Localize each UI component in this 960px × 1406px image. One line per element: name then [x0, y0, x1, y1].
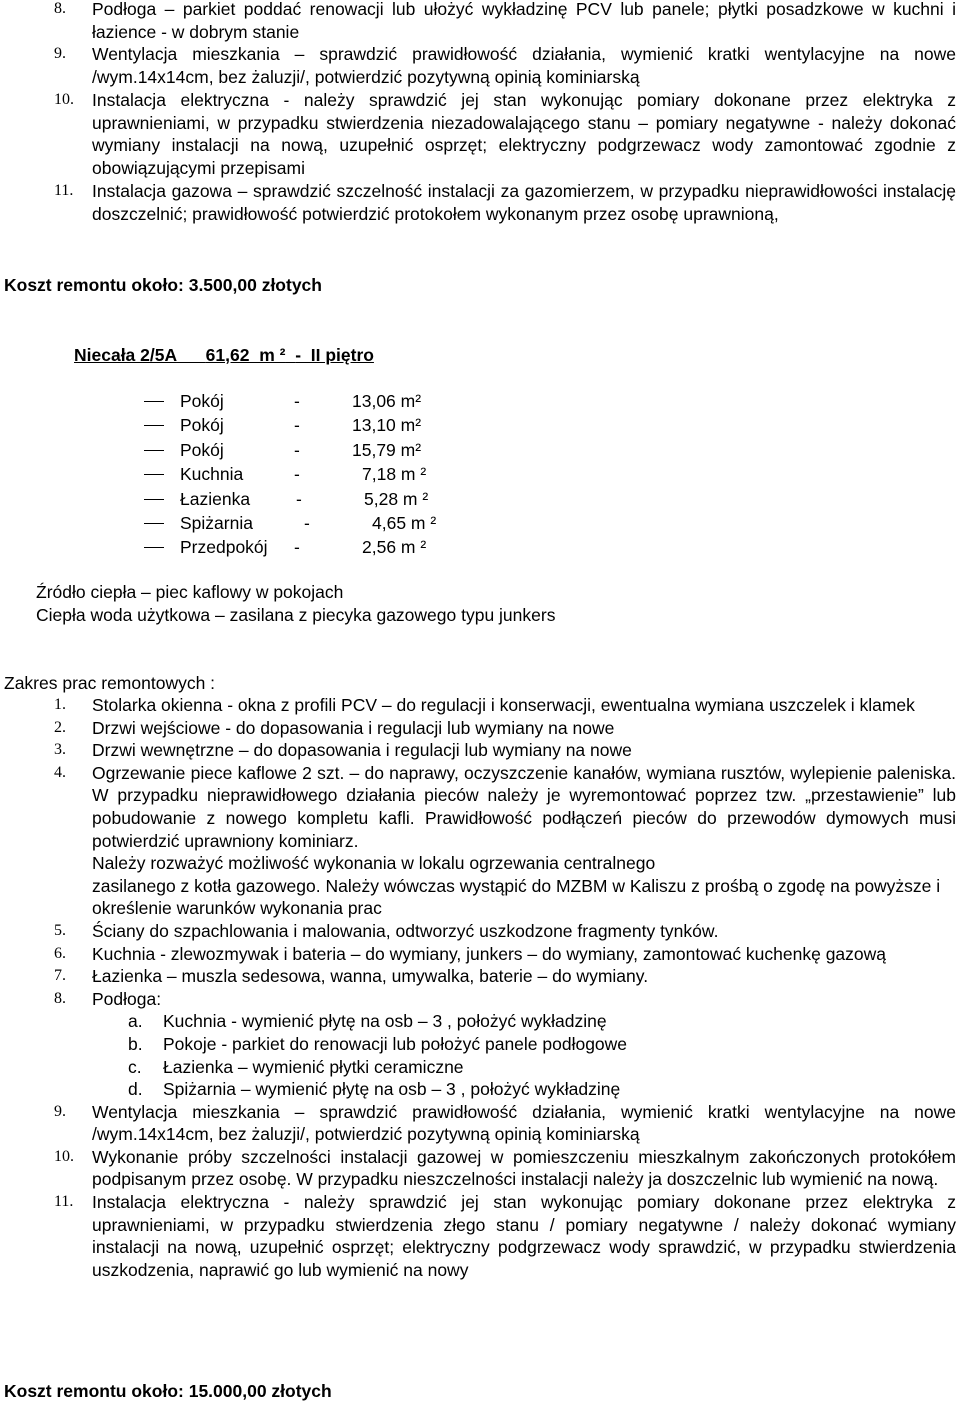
item-text: Wentylacja mieszkania – sprawdzić prawidłowość działania, wymienić kratki wentylacyjne na nowe /wym.14x14cm, bez żaluzji/, potwierdzić pozytywną opinią kominiarską: [92, 1101, 956, 1145]
item-text: Ściany do szpachlowania i malowania, odtworzyć uszkodzone fragmenty tynków.: [92, 920, 719, 941]
sub-item-letter: b.: [128, 1033, 143, 1054]
list-item: [0, 717, 960, 740]
sub-item: [92, 1078, 956, 1101]
item-text: Wentylacja mieszkania – sprawdzić prawidłowość działania, wymienić kratki wentylacyjne na nowe /wym.14x14cm, bez żaluzji/, potwierdzić pozytywną opinią kominiarską: [92, 44, 956, 87]
apartment-area: 61,62 m ²: [205, 345, 286, 365]
list-item: [0, 43, 960, 89]
room-separator: -: [294, 439, 300, 460]
item-text: Kuchnia - zlewozmywak i bateria – do wymiany, junkers – do wymiany, zamontować kuchenkę gazową: [92, 943, 887, 964]
room-name: Pokój: [180, 391, 224, 411]
item-text-continued: Należy rozważyć możliwość wykonania w lokalu ogrzewania centralnego: [92, 853, 656, 874]
room-row: [144, 535, 564, 559]
item-number: 7.: [54, 967, 66, 985]
room-area: 7,18 m ²: [362, 464, 427, 485]
dash-bullet: [144, 547, 164, 548]
room-row: [144, 438, 564, 462]
room-name: Pokój: [180, 439, 224, 460]
room-separator: -: [296, 488, 302, 509]
item-text: Podłoga:: [92, 988, 162, 1009]
room-name: Przedpokój: [180, 537, 268, 558]
dash-bullet: [144, 425, 164, 426]
item-number: 3.: [54, 741, 66, 759]
scope-list: [0, 694, 960, 1281]
list-item: [0, 739, 960, 762]
sub-item-text: Kuchnia - wymienić płytę na osb – 3 , położyć wykładzinę: [163, 1011, 607, 1032]
item-text-continued: zasilanego z kotła gazowego. Należy wówczas wystąpić do MZBM w Kaliszu z prośbą o zgodę na powyższe i określenie warunków wykonania prac: [92, 875, 941, 919]
room-separator: -: [294, 464, 300, 485]
sub-item-letter: c.: [128, 1056, 142, 1077]
list-item: [0, 694, 960, 717]
room-row: [144, 511, 564, 535]
item-text: Instalacja elektryczna - należy sprawdzić jej stan wykonując pomiary dokonane przez elektryka z uprawnieniami, w przypadku stwierdzenia niezadowalającego stanu – pomiary negatywne - należy dokonać wymiany instalacji na nową, uzupełnić osprzęt; elektryczny podgrzewacz wody zamontować zgodnie z obowiązującymi przepisami: [92, 90, 956, 178]
item-number: 9.: [54, 45, 66, 62]
sub-item: [92, 1056, 956, 1079]
list-item: [0, 1146, 960, 1191]
room-row: [144, 487, 564, 511]
room-name: Kuchnia: [180, 464, 244, 485]
item-text: Instalacja elektryczna - należy sprawdzić jej stan wykonując pomiary dokonane przez elektryka z uprawnieniami, w przypadku stwierdzenia złego stanu / pomiary negatywne / należy dokonać wymiany instalacji na nową, uzupełnić osprzęt; elektryczny podgrzewacz wody sprawdzić, w przypadku stwierdzenia uszkodzenia, naprawić go lub wymienić na nowy: [92, 1192, 956, 1280]
hot-water: Ciepła woda użytkowa – zasilana z piecyka gazowego typu junkers: [36, 605, 556, 625]
sub-item-text: Pokoje - parkiet do renowacji lub położyć panele podłogowe: [163, 1033, 628, 1054]
item-number: 8.: [54, 0, 66, 17]
list-item: [0, 1101, 960, 1146]
dash-bullet: [144, 523, 164, 524]
room-name: Pokój: [180, 415, 224, 436]
list-item: [0, 89, 960, 180]
item-text: Wykonanie próby szczelności instalacji gazowej w pomieszczeniu mieszkalnym zakończonych protokółem podpisanym przez osobę. W przypadku nieszczelności instalacji należy ja doszczelnic lub wymienić na nową.: [92, 1146, 956, 1190]
room-name: Łazienka: [180, 488, 251, 509]
sub-item-letter: a.: [128, 1011, 143, 1032]
list-item: [0, 965, 960, 988]
list-item: [0, 1191, 960, 1281]
apartment-address: Niecała 2/5A: [74, 345, 177, 365]
list-item: [0, 0, 960, 43]
list-item: [0, 180, 960, 225]
item-text: Instalacja gazowa – sprawdzić szczelność instalacji za gazomierzem, w przypadku nieprawidłowości instalację doszczelnić; prawidłowość potwierdzić protokołem wykonanym przez osobę uprawnioną,: [92, 181, 956, 224]
room-separator: -: [304, 512, 310, 533]
list-item: [0, 988, 960, 1101]
item-text: Łazienka – muszla sedesowa, wanna, umywalka, baterie – do wymiany.: [92, 966, 649, 987]
item-number: 2.: [54, 718, 66, 736]
room-area: 2,56 m ²: [362, 537, 427, 558]
cost-summary-2: Koszt remontu około: 15.000,00 złotych: [4, 1381, 332, 1401]
item-number: 11.: [54, 182, 74, 199]
heat-source: Źródło ciepła – piec kaflowy w pokojach: [36, 582, 344, 602]
cost-summary-1: Koszt remontu około: 3.500,00 złotych: [4, 275, 322, 295]
dash-bullet: [144, 450, 164, 451]
room-area: 4,65 m ²: [372, 512, 437, 533]
room-name: Spiżarnia: [180, 512, 253, 533]
dash-bullet: [144, 474, 164, 475]
list-item: [0, 920, 960, 943]
list-item: [0, 762, 960, 920]
item-number: 10.: [54, 91, 74, 108]
dash-bullet: [144, 499, 164, 500]
item-number: 4.: [54, 763, 66, 781]
room-row: [144, 389, 564, 413]
list-item: [0, 943, 960, 966]
sub-item: [92, 1033, 956, 1056]
item-number: 10.: [54, 1147, 74, 1165]
item-number: 8.: [54, 989, 66, 1007]
item-text: Drzwi wejściowe - do dopasowania i regulacji lub wymiany na nowe: [92, 717, 615, 738]
item-text: Stolarka okienna - okna z profili PCV – do regulacji i konserwacji, ewentualna wymiana uszczelek i klamek: [92, 695, 915, 715]
dash-bullet: [144, 401, 164, 402]
room-separator: -: [294, 415, 300, 436]
item-number: 6.: [54, 944, 66, 962]
item-text: Drzwi wewnętrzne – do dopasowania i regulacji lub wymiany na nowe: [92, 740, 632, 761]
room-row: [144, 413, 564, 437]
top-list: [0, 0, 960, 225]
room-list: [144, 389, 564, 560]
room-separator: -: [294, 391, 300, 411]
sub-item-text: Spiżarnia – wymienić płytę na osb – 3 , położyć wykładzinę: [163, 1079, 621, 1100]
room-separator: -: [294, 537, 300, 558]
room-area: 13,06 m²: [352, 391, 422, 411]
room-area: 5,28 m ²: [364, 488, 429, 509]
item-number: 11.: [54, 1193, 74, 1211]
item-text: Ogrzewanie piece kaflowe 2 szt. – do naprawy, oczyszczenie kanałów, wymiana rusztów, wylepienie paleniska. W przypadku nieprawidłowego działania pieców należy je wyremontować poprzez tzw. „przestawienie” lub pobudowanie z nowego kompletu kafli. Prawidłowość podłączeń pieców do przewodów dymowych musi potwierdzić uprawniony kominiarz.: [92, 762, 956, 851]
item-text: Podłoga – parkiet poddać renowacji lub ułożyć wykładzinę PCV lub panele; płytki posadzkowe w kuchni i łazience - w dobrym stanie: [92, 0, 956, 42]
room-row: [144, 462, 564, 486]
item-number: 5.: [54, 921, 66, 939]
room-area: 13,10 m²: [352, 415, 422, 436]
apartment-header: [74, 344, 374, 367]
sub-item-letter: d.: [128, 1079, 143, 1100]
room-area: 15,79 m²: [352, 439, 422, 460]
scope-heading: Zakres prac remontowych :: [4, 673, 216, 693]
sub-list: [92, 1010, 956, 1100]
item-number: 1.: [54, 696, 66, 713]
apartment-floor: - II piętro: [295, 345, 374, 365]
sub-item-text: Łazienka – wymienić płytki ceramiczne: [163, 1056, 464, 1077]
sub-item: [92, 1010, 956, 1033]
item-number: 9.: [54, 1102, 66, 1120]
